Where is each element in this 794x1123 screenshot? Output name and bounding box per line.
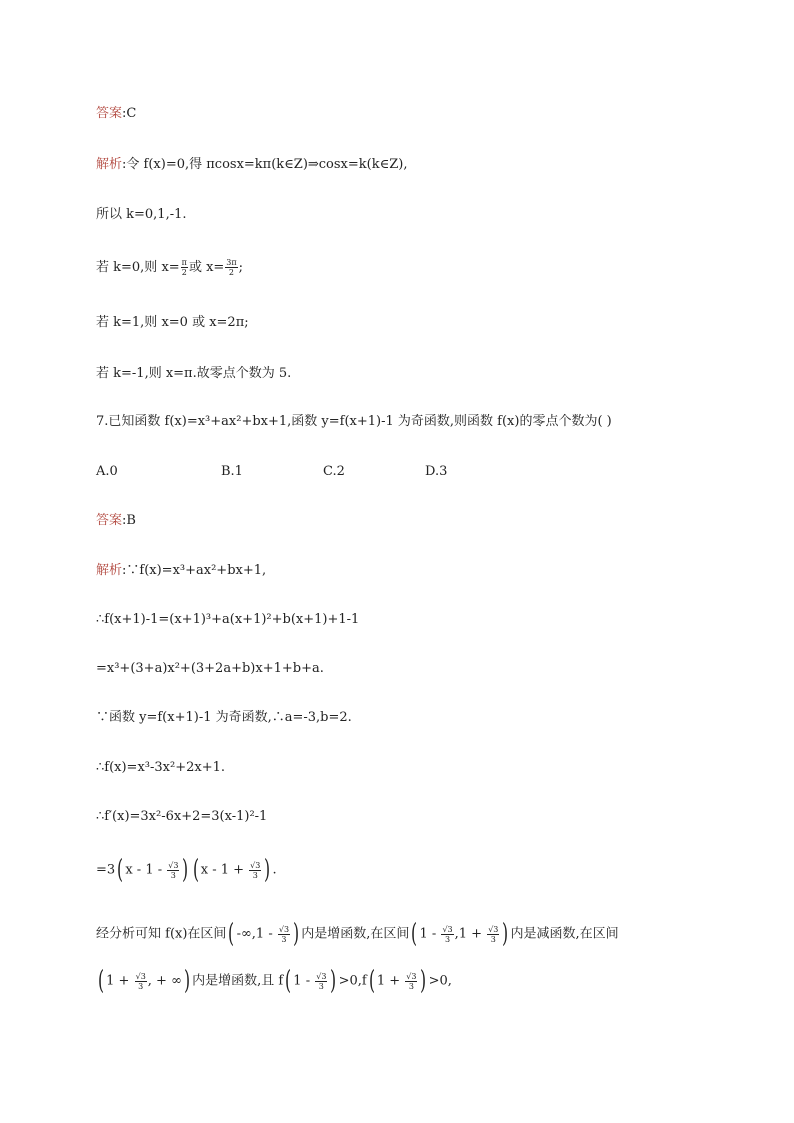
q7-analysis-5: ∴f(x)=x³-3x²+2x+1. <box>96 760 225 775</box>
option-a: A.0 <box>96 464 118 479</box>
q7-analysis-6: ∴f′(x)=3x²-6x+2=3(x-1)²-1 <box>96 809 268 824</box>
q6-analysis-5: 若 k=-1,则 x=π.故零点个数为 5. <box>96 366 292 381</box>
q6-analysis-4: 若 k=1,则 x=0 或 x=2π; <box>96 315 249 330</box>
q7-analysis-2: ∴f(x+1)-1=(x+1)³+a(x+1)²+b(x+1)+1-1 <box>96 612 360 627</box>
q7-analysis-8: 经分析可知 f(x)在区间( -∞,1 - $\frac{√3}{3}$ ) 内是增函数,在区间( 1 - $\frac{√3}{3}$ ,1 + $\frac{√3}{3}$ ) 内是减函数,在区间 <box>96 919 619 949</box>
fraction-pi-over-2: $\frac{\pi}{2}$ <box>181 258 187 277</box>
q6-answer: 答案:C <box>96 106 137 121</box>
option-d: D.3 <box>425 464 448 479</box>
analysis-label: 解析 <box>96 157 123 172</box>
analysis-label: 解析 <box>96 563 123 578</box>
q7-options <box>96 462 456 482</box>
q7-answer: 答案:B <box>96 513 136 528</box>
fraction-sqrt3-over-3: $\frac{√3}{3}$ <box>250 860 261 880</box>
q7-analysis-9: ( 1 + $\frac{√3}{3}$ , + ∞) 内是增函数,且 f( 1 - $\frac{√3}{3}$ ) >0,f( 1 + $\frac{√3}{3}$ ) >0, <box>98 966 452 996</box>
fraction-3pi-over-2: $\frac{3\pi}{2}$ <box>226 258 237 277</box>
q7-analysis-1: 解析:∵f(x)=x³+ax²+bx+1, <box>96 563 267 578</box>
q6-analysis-3: 若 k=0,则 x= $\frac{\pi}{2}$ 或 x= $\frac{3\pi}{2}$ ; <box>96 258 244 277</box>
option-b: B.1 <box>221 464 243 479</box>
option-c: C.2 <box>323 464 345 479</box>
q7-analysis-7: =3( x - 1 - $\frac{√3}{3}$ ) ( x - 1 + $\frac{√3}{3}$ ) . <box>96 855 277 885</box>
q7-stem: 7.已知函数 f(x)=x³+ax²+bx+1,函数 y=f(x+1)-1 为奇函数,则函数 f(x)的零点个数为( ) <box>96 414 612 429</box>
fraction-sqrt3-over-3: $\frac{√3}{3}$ <box>168 860 179 880</box>
q6-analysis-2: 所以 k=0,1,-1. <box>96 207 187 222</box>
q6-analysis-1: 解析:令 f(x)=0,得 πcosx=kπ(k∈Z)⇒cosx=k(k∈Z), <box>96 157 408 172</box>
answer-label: 答案 <box>96 106 123 121</box>
q7-analysis-4: ∵函数 y=f(x+1)-1 为奇函数,∴a=-3,b=2. <box>96 710 352 725</box>
answer-label: 答案 <box>96 513 123 528</box>
q7-analysis-3: =x³+(3+a)x²+(3+2a+b)x+1+b+a. <box>96 661 324 676</box>
